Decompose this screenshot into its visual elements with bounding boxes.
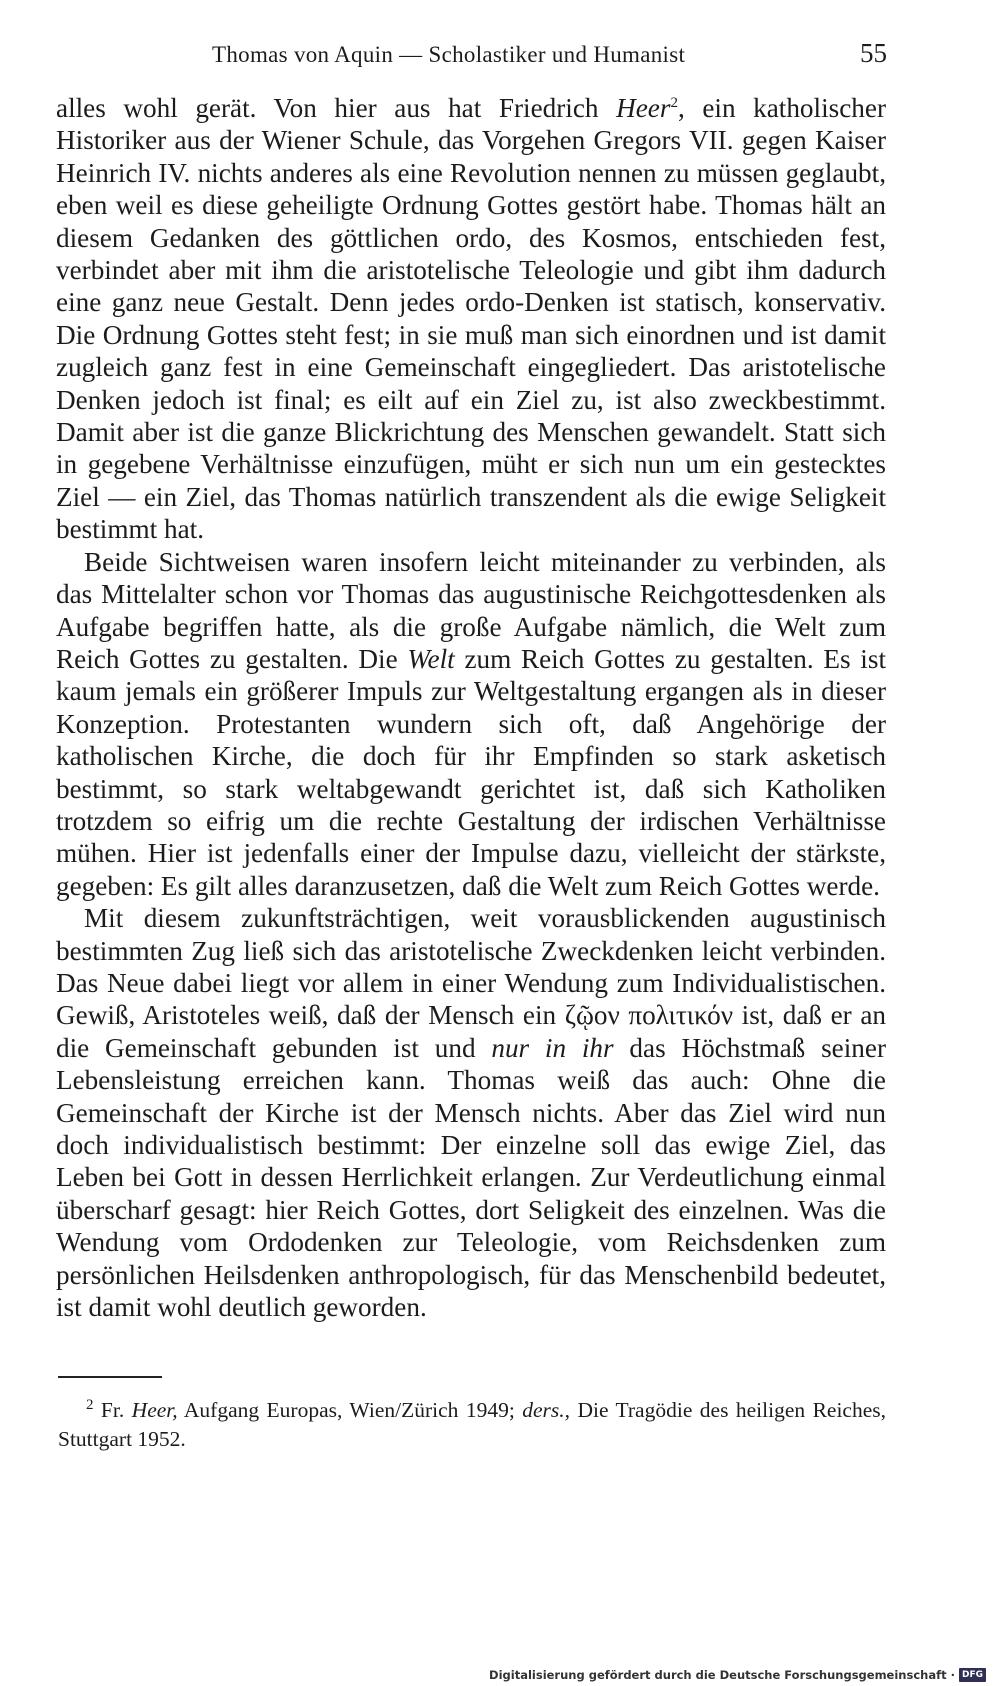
text-run: , Die Tragödie des heiligen Reiches, Stuttgart 1952. (58, 1398, 887, 1451)
credit-text: Digitalisierung gefördert durch die Deutsche Forschungsgemeinschaft · (489, 1667, 955, 1682)
italic-text: Heer, (131, 1398, 178, 1422)
text-run: Mit diesem zukunftsträchtigen, weit vorausblickenden augustinisch bestimmten Zug ließ sich das aristotelische Zweckdenken leicht verbinden. Das Neue dabei liegt vor allem in einer Wendung zum Individualistischen. Gewiß, Aristoteles weiß, daß der Mensch ein ζῷον πολιτικόν ist, daß er an die Gemeinschaft gebunden ist und (56, 903, 886, 1063)
body-text (56, 92, 886, 1323)
text-run: , ein katholischer Historiker aus der Wiener Schule, das Vorgehen Gregors VII. gegen Kaiser Heinrich IV. nichts anderes als eine Revolution nennen zu müssen geglaubt, eben weil es diese geheiligte Ordnung Gottes gestört habe. Thomas hält an diesem Gedanken des göttlichen ordo, des Kosmos, entschieden fest, verbindet aber mit ihm die aristotelische Teleologie und gibt ihm dadurch eine ganz neue Gestalt. Denn jedes ordo-Denken ist statisch, konservativ. Die Ordnung Gottes steht fest; in sie muß man sich einordnen und ist damit zugleich ganz fest in eine Gemeinschaft eingegliedert. Das aristotelische Denken jedoch ist final; es eilt auf ein Ziel zu, ist also zweckbestimmt. Damit aber ist die ganze Blickrichtung des Menschen gewandelt. Statt sich in gegebene Verhältnisse einzufügen, müht er sich nun um ein gestecktes Ziel — ein Ziel, das Thomas natürlich transzendent als die ewige Seligkeit bestimmt hat. (56, 93, 886, 545)
italic-text: ders. (522, 1398, 565, 1422)
italic-text: Heer (616, 93, 671, 123)
running-title: Thomas von Aquin — Scholastiker und Humanist (212, 42, 686, 67)
paragraph (56, 546, 886, 902)
dfg-logo: DFG (959, 1668, 986, 1682)
text-run: Aufgang Europas, Wien/Zürich 1949; (177, 1398, 523, 1422)
text-run: das Höchstmaß seiner Lebensleistung erreichen kann. Thomas weiß das auch: Ohne die Gemeinschaft der Kirche ist der Mensch nichts. Aber das Ziel wird nun doch individualistisch bestimmt: Der einzelne soll das ewige Ziel, das Leben bei Gott in dessen Herrlichkeit erlangen. Zur Verdeutlichung einmal überscharf gesagt: hier Reich Gottes, dort Seligkeit des einzelnen. Was die Wendung vom Ordodenken zur Teleologie, vom Reichsdenken zum persönlichen Heilsdenken anthropologisch, für das Menschenbild bedeutet, ist damit wohl deutlich geworden. (56, 1032, 886, 1323)
text-run: alles wohl gerät. Von hier aus hat Friedrich (56, 93, 617, 123)
page-header (0, 38, 1000, 78)
paragraph (56, 902, 886, 1323)
italic-text: Welt (407, 643, 455, 674)
italic-text: nur in ihr (491, 1032, 614, 1063)
footnote (58, 1396, 886, 1454)
page-number: 55 (860, 38, 887, 68)
paragraph (56, 92, 886, 546)
footnote-marker: 2 (670, 94, 678, 111)
digitization-credit (489, 1668, 986, 1683)
text-run: Beide Sichtweisen waren insofern leicht miteinander zu verbinden, als das Mittelalter schon vor Thomas das augustinische Reichgottesdenken als Aufgabe begriffen hatte, als die große Aufgabe nämlich, die Welt zum Reich Gottes zu gestalten. Die (56, 546, 886, 674)
text-run: zum Reich Gottes zu gestalten. Es ist kaum jemals ein größerer Impuls zur Weltgestaltung ergangen als in dieser Konzeption. Protestanten wundern sich oft, daß Angehörige der katholischen Kirche, die doch für ihr Empfinden so stark asketisch bestimmt, so stark weltabgewandt gerichtet ist, daß sich Katholiken trotzdem so eifrig um die rechte Gestaltung der irdischen Verhältnisse mühen. Hier ist jedenfalls einer der Impulse dazu, vielleicht der stärkste, gegeben: Es gilt alles daranzusetzen, daß die Welt zum Reich Gottes werde. (56, 643, 886, 901)
text-run: Fr. (93, 1398, 132, 1422)
footnote-marker: 2 (86, 1396, 94, 1413)
footnote-divider (58, 1376, 162, 1378)
